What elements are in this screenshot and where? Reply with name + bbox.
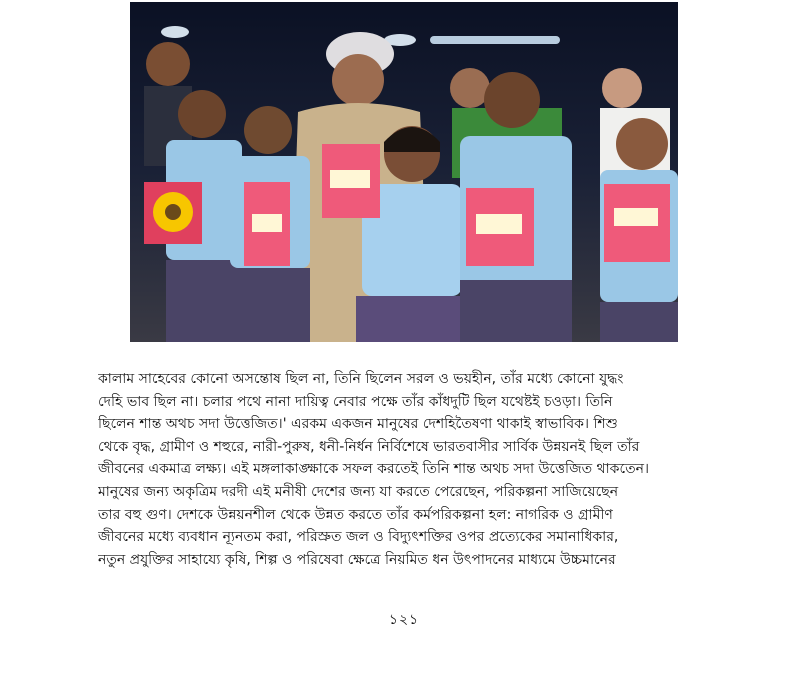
paragraph-line: ছিলেন শান্ত অথচ সদা উত্তেজিত।' এরকম একজন মানুষের দেশহিতৈষণা থাকাই স্বাভাবিক। শিশু [98,416,618,433]
page-number: ১২১ [388,612,420,628]
paragraph-line: জীবনের একমাত্র লক্ষ্য। এই মঙ্গলাকাঙ্ক্ষাকে সফল করতেই তিনি শান্ত অথচ সদা উত্তেজিত থাকতেন। [98,461,649,478]
paragraph-line: দেহি ভাব ছিল না। চলার পথে নানা দায়িত্ব নেবার পক্ষে তাঁর কাঁধদুটি ছিল যথেষ্টই চওড়া। তিনি [98,393,613,410]
photograph [130,2,678,342]
body-paragraph [98,368,710,571]
paragraph-line: নতুন প্রযুক্তির সাহায্যে কৃষি, শিল্প ও পরিষেবা ক্ষেত্রে নিয়মিত ধন উৎপাদনের মাধ্যমে উচ্চমানের [98,551,616,568]
paragraph-line: মানুষের জন্য অকৃত্রিম দরদী এই মনীষী দেশের জন্য যা করতে পেরেছেন, পরিকল্পনা সাজিয়েছেন [98,483,619,500]
paragraph-line: তার বহু গুণ। দেশকে উন্নয়নশীল থেকে উন্নত করতে তাঁর কর্মপরিকল্পনা হল: নাগরিক ও গ্রামীণ [98,506,613,523]
paragraph-line: জীবনের মধ্যে ব্যবধান ন্যূনতম করা, পরিস্রুত জল ও বিদ্যুৎশক্তির ওপর প্রত্যেকের সমানাধিকার, [98,529,619,546]
paragraph-line: থেকে বৃদ্ধ, গ্রামীণ ও শহুরে, নারী-পুরুষ, ধনী-নির্ধন নির্বিশেষে ভারতবাসীর সার্বিক উন্নয়নই ছিল তাঁর [98,438,640,455]
paragraph-line: কালাম সাহেবের কোনো অসন্তোষ ছিল না, তিনি ছিলেন সরল ও ভয়হীন, তাঁর মধ্যে কোনো যুদ্ধং [98,371,624,387]
